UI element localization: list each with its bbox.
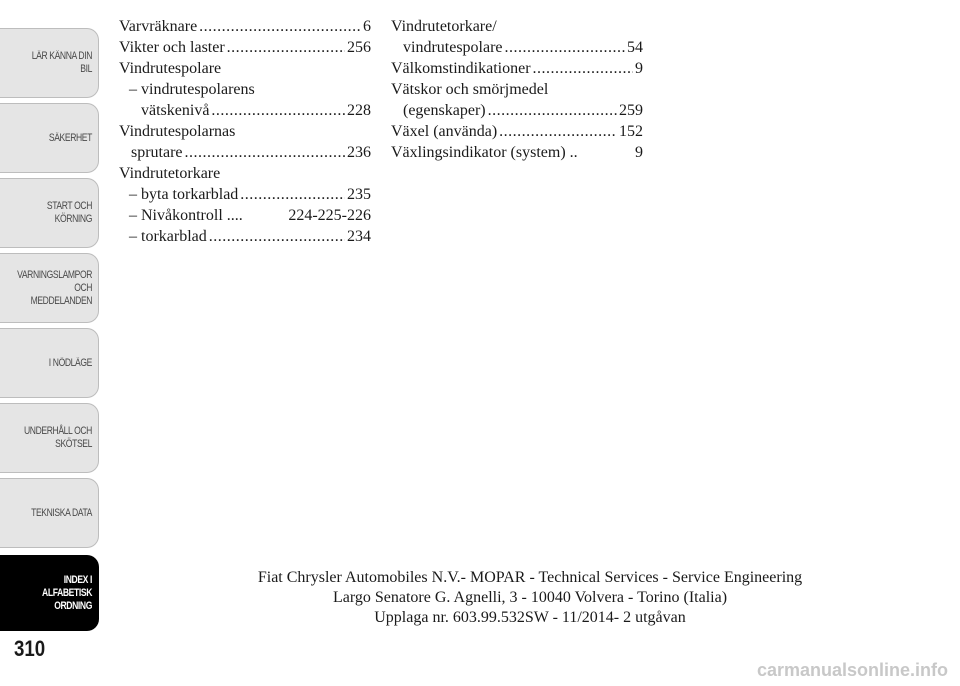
tab-varningslampor[interactable] (0, 253, 99, 323)
index-heading: Vindrutetorkare (119, 165, 221, 182)
index-entry[interactable]: vindrutespolare ..... 54 (391, 37, 643, 58)
index-heading: Vätskor och smörjmedel (391, 81, 549, 98)
footer-line: Fiat Chrysler Automobiles N.V.- MOPAR - Technical Services - Service Engineering (257, 569, 803, 586)
index-entry[interactable]: Växel (använda) ..... 152 (391, 121, 643, 142)
tab-label: SÄKERHET (48, 131, 92, 144)
publisher-footer (100, 568, 960, 628)
index-column-right (391, 16, 643, 163)
index-entry[interactable]: sprutare ..... 236 (119, 142, 371, 163)
tab-start-och-korning[interactable] (0, 178, 99, 248)
index-entry[interactable]: Vikter och laster ..... 256 (119, 37, 371, 58)
index-entry[interactable]: Varvräknare ..... 6 (119, 16, 371, 37)
tab-i-nodlage[interactable] (0, 328, 99, 398)
index-heading: Vindrutespolare (119, 60, 222, 77)
tab-label: UNDERHÅLL OCH SKÖTSEL (23, 425, 92, 450)
tab-lar-kanna-din-bil[interactable] (0, 28, 99, 98)
index-entry[interactable]: – byta torkarblad ..... 235 (119, 184, 371, 205)
index-heading: Vindrutetorkare/ (391, 18, 497, 35)
index-subentry: – vindrutespolarens (129, 81, 255, 98)
tab-label: INDEX I ALFABETISK ORDNING (42, 573, 92, 612)
index-heading: Vindrutespolarnas (119, 123, 236, 140)
tab-underhall-och-skotsel[interactable] (0, 403, 99, 473)
tab-index-i-alfabetisk-ordning[interactable] (0, 555, 99, 631)
index-entry[interactable]: (egenskaper) ..... 259 (391, 100, 643, 121)
index-entry[interactable]: – Nivåkontroll .... 224-225-226 (129, 207, 371, 224)
index-entry[interactable]: – torkarblad ..... 234 (119, 226, 371, 247)
tab-label: I NÖDLÄGE (48, 356, 92, 369)
tab-label: VARNINGSLAMPOR OCH MEDDELANDEN (17, 268, 93, 307)
tab-tekniska-data[interactable] (0, 478, 99, 548)
index-column-left (119, 16, 371, 247)
index-entry[interactable]: vätskenivå ..... 228 (119, 100, 371, 121)
page-number: 310 (14, 636, 46, 661)
tab-label: START OCH KÖRNING (46, 200, 92, 225)
watermark: carmanualsonline.info (756, 660, 948, 680)
footer-line: Upplaga nr. 603.99.532SW - 11/2014- 2 utgåvan (374, 609, 686, 626)
index-entry[interactable]: Växlingsindikator (system) .. 9 (391, 144, 643, 161)
footer-line: Largo Senatore G. Agnelli, 3 - 10040 Volvera - Torino (Italia) (332, 589, 728, 606)
tab-sakerhet[interactable] (0, 103, 99, 173)
tab-label: LÄR KÄNNA DIN BIL (31, 50, 92, 75)
tab-label: TEKNISKA DATA (31, 506, 92, 519)
index-entry[interactable]: Välkomstindikationer ..... 9 (391, 58, 643, 79)
